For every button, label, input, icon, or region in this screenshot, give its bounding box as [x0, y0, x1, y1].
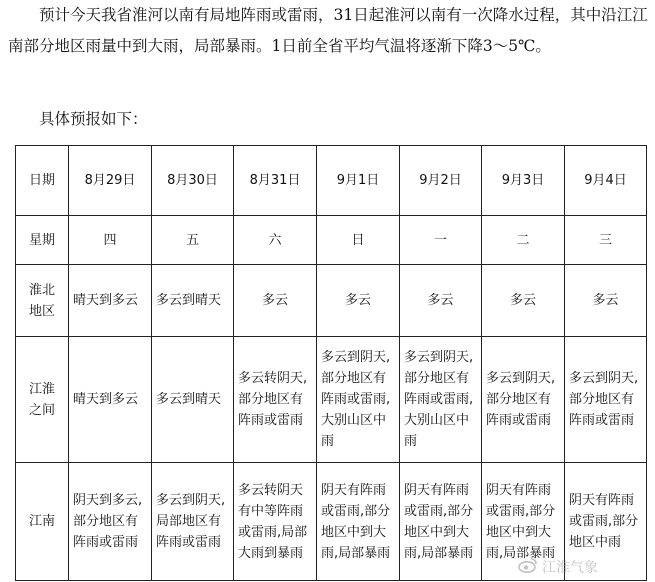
date-cell: 9月4日 [565, 146, 647, 216]
date-row-label: 日期 [16, 146, 69, 216]
watermark-text: 江淮气象 [542, 560, 598, 576]
forecast-cell: 阴天有阵雨或雷雨,部分地区中雨 [565, 463, 647, 581]
region-label-huaibei: 淮北 地区 [16, 265, 69, 337]
forecast-intro-paragraph: 预计今天我省淮河以南有局地阵雨或雷雨，31日起淮河以南有一次降水过程，其中沿江江南部分地区雨量中到大雨，局部暴雨。1日前全省平均气温将逐渐下降3～5℃。 [8, 6, 648, 55]
forecast-cell: 晴天到多云 [69, 265, 152, 337]
forecast-cell: 晴天到多云 [69, 337, 152, 463]
forecast-cell: 多云 [317, 265, 400, 337]
forecast-cell: 阴天有阵雨或雷雨,部分地区中到大雨,局部暴雨 [317, 463, 400, 581]
forecast-cell: 多云到晴天 [152, 265, 234, 337]
weekday-row-label: 星期 [16, 216, 69, 265]
forecast-cell: 多云到阴天,部分地区有阵雨或雷雨,大别山区中雨 [317, 337, 400, 463]
region-row-huaibei [16, 265, 647, 337]
region-label-jiangnan: 江南 [16, 463, 69, 581]
forecast-cell: 多云 [565, 265, 647, 337]
date-cell: 8月30日 [152, 146, 234, 216]
region-label-jianghuai: 江淮 之间 [16, 337, 69, 463]
forecast-lead-line: 具体预报如下： [39, 110, 148, 128]
weekday-cell: 四 [69, 216, 152, 265]
region-row-jianghuai [16, 337, 647, 463]
date-cell: 8月29日 [69, 146, 152, 216]
date-row [16, 146, 647, 216]
date-cell: 9月2日 [400, 146, 482, 216]
weekday-cell: 一 [400, 216, 482, 265]
forecast-cell: 多云 [234, 265, 317, 337]
weekday-cell: 日 [317, 216, 400, 265]
weekday-cell: 二 [482, 216, 565, 265]
date-cell: 8月31日 [234, 146, 317, 216]
date-cell: 9月3日 [482, 146, 565, 216]
forecast-cell: 多云 [482, 265, 565, 337]
forecast-cell: 阴天到多云,部分地区有阵雨或雷雨 [69, 463, 152, 581]
forecast-cell: 多云到阴天,部分地区有阵雨或雷雨,大别山区中雨 [400, 337, 482, 463]
forecast-cell: 多云转阴天,部分地区有阵雨或雷雨 [234, 337, 317, 463]
weibo-icon [518, 557, 538, 577]
forecast-cell: 多云到晴天 [152, 337, 234, 463]
forecast-table [15, 145, 647, 581]
forecast-cell: 多云转阴天有中等阵雨或雷雨,局部大雨到暴雨 [234, 463, 317, 581]
forecast-cell: 多云到阴天,局部地区有阵雨或雷雨 [152, 463, 234, 581]
weekday-row [16, 216, 647, 265]
weekday-cell: 六 [234, 216, 317, 265]
forecast-cell: 阴天有阵雨或雷雨,部分地区中到大雨,局部暴雨 [400, 463, 482, 581]
forecast-cell: 多云到阴天,部分地区有阵雨或雷雨 [482, 337, 565, 463]
watermark [518, 556, 598, 578]
weekday-cell: 三 [565, 216, 647, 265]
date-cell: 9月1日 [317, 146, 400, 216]
forecast-cell: 多云到阴天,部分地区有阵雨或雷雨 [565, 337, 647, 463]
weekday-cell: 五 [152, 216, 234, 265]
forecast-cell: 多云 [400, 265, 482, 337]
forecast-cell: 阴天有阵雨或雷雨,部分地区中到大雨,局部暴雨 [482, 463, 565, 581]
